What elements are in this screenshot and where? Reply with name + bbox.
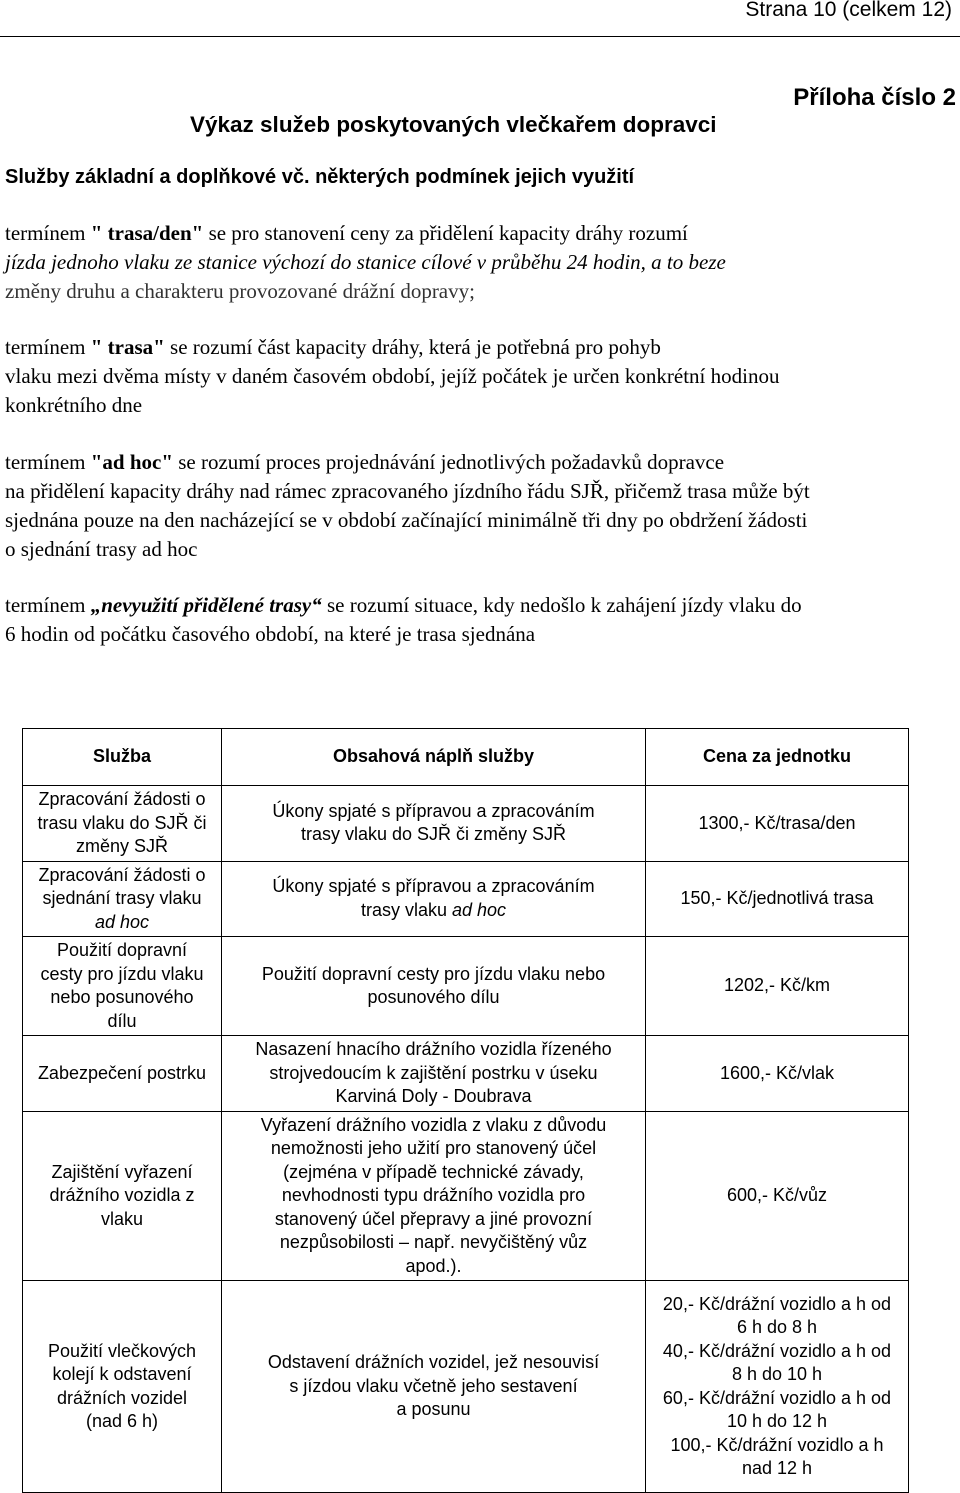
price-cell	[646, 937, 909, 1036]
definition-text: konkrétního dne	[5, 393, 143, 417]
column-header-price: Cena za jednotku	[646, 729, 909, 786]
definition-text: se rozumí část kapacity dráhy, která je potřebná pro pohyb	[164, 335, 661, 359]
cell-line: Zpracování žádosti o	[38, 864, 206, 885]
definition-trasa-den	[5, 219, 957, 306]
definition-prefix: termínem	[5, 450, 91, 474]
cell-line: 1300,- Kč/trasa/den	[698, 812, 856, 833]
definition-nevyuziti	[5, 591, 957, 649]
service-cell	[23, 937, 222, 1036]
service-cell	[23, 786, 222, 862]
table-header-row	[23, 729, 909, 786]
cell-line: nemožnosti jeho užití pro stanovený účel	[270, 1138, 597, 1158]
definition-term: " trasa/den"	[90, 221, 204, 245]
cell-line: kolejí k odstavení	[52, 1364, 192, 1384]
cell-line: nevhodnosti typu drážního vozidla pro	[281, 1185, 586, 1205]
definition-term: "ad hoc"	[90, 450, 173, 474]
service-cell	[23, 1111, 222, 1281]
cell-line: 6 h do 8 h	[736, 1317, 818, 1337]
cell-line: Úkony spjaté s přípravou a zpracováním	[272, 876, 595, 897]
definition-text: 6 hodin od počátku časového období, na které je trasa sjednána	[5, 622, 536, 646]
definition-text: sjednána pouze na den nacházející se v období začínající minimálně tři dny po obdržení žádosti	[5, 508, 808, 532]
definition-text: změny druhu a charakteru provozované drážní dopravy;	[5, 279, 475, 303]
definition-prefix: termínem	[5, 335, 91, 359]
cell-line: 60,- Kč/drážní vozidlo a h od	[662, 1387, 892, 1408]
cell-line: Zajištění vyřazení	[51, 1161, 193, 1182]
cell-line: drážních vozidel	[56, 1387, 188, 1408]
content-cell	[222, 1281, 646, 1493]
column-header-content: Obsahová náplň služby	[222, 729, 646, 786]
cell-line: 8 h do 10 h	[731, 1364, 823, 1384]
cell-line: 10 h do 12 h	[726, 1411, 828, 1431]
page-number: Strana 10 (celkem 12)	[745, 0, 952, 21]
cell-line: 150,- Kč/jednotlivá trasa	[680, 888, 874, 908]
definition-prefix: termínem	[5, 221, 91, 245]
cell-line: změny SJŘ	[75, 836, 169, 856]
cell-line: trasy vlaku ad hoc	[360, 899, 507, 920]
header-divider	[0, 36, 960, 37]
service-cell	[23, 1281, 222, 1493]
definition-ad-hoc	[5, 448, 957, 564]
cell-line: (zejména v případě technické závady,	[283, 1161, 584, 1182]
definition-text: se rozumí proces projednávání jednotlivých požadavků dopravce	[172, 450, 725, 474]
cell-line: nebo posunového	[50, 987, 194, 1007]
cell-line: trasu vlaku do SJŘ či	[37, 812, 207, 833]
content-cell	[222, 861, 646, 937]
table-row	[23, 786, 909, 862]
cell-line: Vyřazení drážního vozidla z vlaku z důvodu	[260, 1114, 607, 1135]
price-cell	[646, 1036, 909, 1112]
column-header-service: Služba	[23, 729, 222, 786]
cell-line: apod.).	[405, 1255, 462, 1276]
definition-trasa	[5, 333, 957, 420]
cell-line: Úkony spjaté s přípravou a zpracováním	[272, 800, 595, 821]
definition-text: se rozumí situace, kdy nedošlo k zahájení jízdy vlaku do	[321, 593, 802, 617]
cell-line: (nad 6 h)	[85, 1411, 159, 1431]
table-row	[23, 1111, 909, 1281]
cell-line: Odstavení drážních vozidel, jež nesouvisí	[267, 1352, 600, 1373]
document-title: Výkaz služeb poskytovaných vlečkařem dopravci	[190, 112, 717, 137]
cell-line: a posunu	[396, 1399, 471, 1420]
cell-line: Karviná Doly - Doubrava	[335, 1086, 532, 1106]
definition-prefix: termínem	[5, 593, 91, 617]
cell-line: nezpůsobilosti – např. nevyčištěný vůz	[279, 1232, 588, 1252]
cell-line: 1600,- Kč/vlak	[719, 1062, 835, 1083]
cell-line: strojvedoucím k zajištění postrku v úseku	[269, 1062, 598, 1083]
cell-line: Nasazení hnacího drážního vozidla řízeného	[255, 1039, 612, 1059]
price-cell	[646, 786, 909, 862]
document-subtitle: Služby základní a doplňkové vč. některých podmínek jejich využití	[5, 166, 635, 188]
cell-line: Použití dopravní cesty pro jízdu vlaku nebo	[261, 963, 606, 984]
cell-line: vlaku	[100, 1208, 144, 1229]
service-cell	[23, 861, 222, 937]
cell-line: Použití dopravní	[56, 940, 188, 960]
cell-line: Zabezpečení postrku	[37, 1062, 207, 1083]
table-body	[23, 786, 909, 1493]
cell-line: drážního vozidla z	[49, 1185, 195, 1205]
table-row	[23, 1281, 909, 1493]
definition-term: „nevyužití přidělené trasy“	[90, 593, 322, 617]
cell-line: 1202,- Kč/km	[723, 975, 831, 996]
cell-line: cesty pro jízdu vlaku	[40, 963, 204, 984]
cell-line: ad hoc	[94, 911, 150, 932]
cell-line: nad 12 h	[741, 1458, 813, 1478]
cell-line: posunového dílu	[367, 987, 500, 1007]
table-row	[23, 1036, 909, 1112]
cell-line: sjednání trasy vlaku	[42, 888, 202, 908]
cell-line: 100,- Kč/drážní vozidlo a h	[670, 1434, 884, 1455]
attachment-label: Příloha číslo 2	[793, 84, 956, 111]
services-table	[22, 728, 909, 1493]
content-cell	[222, 786, 646, 862]
cell-line: trasy vlaku do SJŘ či změny SJŘ	[300, 824, 567, 845]
definition-term: " trasa"	[90, 335, 165, 359]
cell-line: Zpracování žádosti o	[38, 789, 206, 809]
definition-text: vlaku mezi dvěma místy v daném časovém období, jejíž počátek je určen konkrétní hodinou	[5, 364, 780, 388]
definition-text: se pro stanovení ceny za přidělení kapacity dráhy rozumí	[203, 221, 688, 245]
cell-line: Použití vlečkových	[47, 1340, 197, 1361]
cell-line: 20,- Kč/drážní vozidlo a h od	[662, 1293, 892, 1314]
content-cell	[222, 1111, 646, 1281]
cell-line: 40,- Kč/drážní vozidlo a h od	[662, 1340, 892, 1361]
price-cell	[646, 861, 909, 937]
definition-text: o sjednání trasy ad hoc	[5, 537, 198, 561]
service-cell	[23, 1036, 222, 1112]
content-cell	[222, 937, 646, 1036]
cell-line: s jízdou vlaku včetně jeho sestavení	[289, 1375, 578, 1396]
price-cell	[646, 1111, 909, 1281]
cell-line: 600,- Kč/vůz	[726, 1185, 828, 1205]
definition-text: na přidělení kapacity dráhy nad rámec zpracovaného jízdního řádu SJŘ, přičemž trasa může být	[5, 479, 810, 503]
content-cell	[222, 1036, 646, 1112]
price-cell	[646, 1281, 909, 1493]
table-row	[23, 861, 909, 937]
cell-line: stanovený účel přepravy a jiné provozní	[274, 1208, 593, 1229]
definition-text: jízda jednoho vlaku ze stanice výchozí do stanice cílové v průběhu 24 hodin, a to beze	[5, 250, 726, 274]
cell-line: dílu	[107, 1010, 137, 1031]
table-row	[23, 937, 909, 1036]
